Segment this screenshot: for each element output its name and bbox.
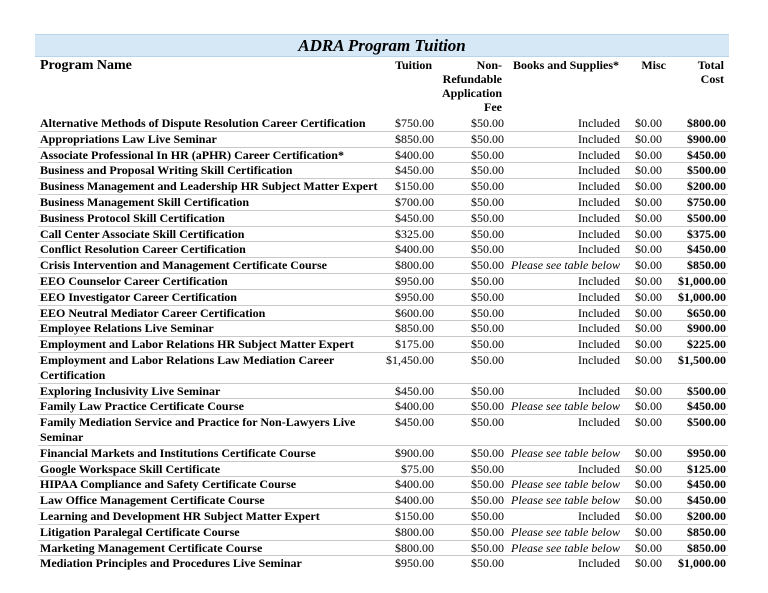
misc-cell: $0.00 bbox=[635, 321, 662, 336]
table-row bbox=[38, 162, 728, 178]
application-fee-cell: $50.00 bbox=[471, 305, 504, 320]
books-supplies-cell: Included bbox=[578, 337, 620, 352]
total-cost-cell: $450.00 bbox=[687, 477, 726, 492]
misc-cell: $0.00 bbox=[635, 383, 662, 398]
table-row bbox=[38, 476, 728, 492]
program-name-cell: Law Office Management Certificate Course bbox=[40, 493, 265, 508]
application-fee-cell: $50.00 bbox=[471, 321, 504, 336]
total-cost-cell: $500.00 bbox=[687, 163, 726, 178]
misc-cell: $0.00 bbox=[635, 493, 662, 508]
tuition-cell: $950.00 bbox=[395, 289, 434, 304]
tuition-cell: $175.00 bbox=[395, 337, 434, 352]
tuition-table-body bbox=[38, 116, 728, 571]
misc-cell: $0.00 bbox=[635, 399, 662, 414]
tuition-cell: $700.00 bbox=[395, 194, 434, 209]
books-supplies-cell: Please see table below bbox=[511, 445, 620, 460]
misc-cell: $0.00 bbox=[635, 445, 662, 460]
application-fee-cell: $50.00 bbox=[471, 147, 504, 162]
program-name-cell: Call Center Associate Skill Certification bbox=[40, 226, 245, 241]
tuition-cell: $400.00 bbox=[395, 399, 434, 414]
tuition-cell: $900.00 bbox=[395, 445, 434, 460]
table-row bbox=[38, 414, 728, 445]
program-name-cell: EEO Counselor Career Certification bbox=[40, 273, 228, 288]
misc-cell: $0.00 bbox=[635, 179, 662, 194]
tuition-cell: $950.00 bbox=[395, 273, 434, 288]
misc-cell: $0.00 bbox=[635, 415, 662, 430]
program-name-cell: Learning and Development HR Subject Matter Expert bbox=[40, 508, 320, 523]
misc-cell: $0.00 bbox=[635, 477, 662, 492]
books-supplies-cell: Included bbox=[578, 415, 620, 430]
program-name-cell: Alternative Methods of Dispute Resolution Career Certification bbox=[40, 116, 366, 130]
program-name-cell: Crisis Intervention and Management Certificate Course bbox=[40, 258, 327, 273]
books-supplies-cell: Please see table below bbox=[511, 493, 620, 508]
total-cost-cell: $1,000.00 bbox=[678, 273, 726, 288]
misc-cell: $0.00 bbox=[635, 273, 662, 288]
program-name-cell: Appropriations Law Live Seminar bbox=[40, 131, 217, 146]
books-supplies-cell: Included bbox=[578, 383, 620, 398]
total-cost-cell: $650.00 bbox=[687, 305, 726, 320]
application-fee-cell: $50.00 bbox=[471, 493, 504, 508]
header-fee-line: Application bbox=[441, 86, 502, 100]
tuition-cell: $400.00 bbox=[395, 242, 434, 257]
misc-cell: $0.00 bbox=[635, 337, 662, 352]
books-supplies-cell: Included bbox=[578, 116, 620, 130]
header-books-supplies: Books and Supplies* bbox=[512, 58, 619, 72]
books-supplies-cell: Included bbox=[578, 147, 620, 162]
program-name-cell: Financial Markets and Institutions Certificate Course bbox=[40, 445, 316, 460]
table-row bbox=[38, 555, 728, 571]
misc-cell: $0.00 bbox=[635, 524, 662, 539]
total-cost-cell: $800.00 bbox=[687, 116, 726, 130]
total-cost-cell: $375.00 bbox=[687, 226, 726, 241]
books-supplies-cell: Please see table below bbox=[511, 524, 620, 539]
misc-cell: $0.00 bbox=[635, 508, 662, 523]
program-name-cell: Business Management and Leadership HR Subject Matter Expert bbox=[40, 179, 378, 194]
table-row bbox=[38, 178, 728, 194]
total-cost-cell: $450.00 bbox=[687, 399, 726, 414]
table-row bbox=[38, 540, 728, 556]
table-row bbox=[38, 445, 728, 461]
books-supplies-cell: Included bbox=[578, 352, 620, 367]
table-row bbox=[38, 461, 728, 477]
table-row bbox=[38, 147, 728, 163]
table-row bbox=[38, 305, 728, 321]
tuition-cell: $850.00 bbox=[395, 131, 434, 146]
table-row bbox=[38, 273, 728, 289]
application-fee-cell: $50.00 bbox=[471, 461, 504, 476]
program-name-cell: Business and Proposal Writing Skill Certification bbox=[40, 163, 293, 178]
program-name-cell: Business Protocol Skill Certification bbox=[40, 210, 225, 225]
application-fee-cell: $50.00 bbox=[471, 556, 504, 571]
table-row bbox=[38, 492, 728, 508]
application-fee-cell: $50.00 bbox=[471, 445, 504, 460]
total-cost-cell: $450.00 bbox=[687, 493, 726, 508]
misc-cell: $0.00 bbox=[635, 352, 662, 367]
application-fee-cell: $50.00 bbox=[471, 399, 504, 414]
books-supplies-cell: Included bbox=[578, 242, 620, 257]
application-fee-cell: $50.00 bbox=[471, 163, 504, 178]
table-row bbox=[38, 352, 728, 383]
program-name-cell: EEO Neutral Mediator Career Certification bbox=[40, 305, 266, 320]
program-name-cell: Employee Relations Live Seminar bbox=[40, 321, 214, 336]
books-supplies-cell: Included bbox=[578, 305, 620, 320]
total-cost-cell: $500.00 bbox=[687, 210, 726, 225]
tuition-cell: $600.00 bbox=[395, 305, 434, 320]
application-fee-cell: $50.00 bbox=[471, 415, 504, 430]
tuition-cell: $450.00 bbox=[395, 383, 434, 398]
misc-cell: $0.00 bbox=[635, 147, 662, 162]
books-supplies-cell: Included bbox=[578, 194, 620, 209]
tuition-cell: $400.00 bbox=[395, 493, 434, 508]
total-cost-cell: $200.00 bbox=[687, 179, 726, 194]
program-name-cell: Litigation Paralegal Certificate Course bbox=[40, 524, 240, 539]
tuition-cell: $400.00 bbox=[395, 147, 434, 162]
table-row bbox=[38, 226, 728, 242]
misc-cell: $0.00 bbox=[635, 116, 662, 130]
tuition-cell: $750.00 bbox=[395, 116, 434, 130]
tuition-cell: $1,450.00 bbox=[386, 352, 434, 367]
application-fee-cell: $50.00 bbox=[471, 194, 504, 209]
program-name-cell: Family Mediation Service and Practice for Non-Lawyers Live Seminar bbox=[40, 415, 356, 444]
application-fee-cell: $50.00 bbox=[471, 352, 504, 367]
program-name-cell: Conflict Resolution Career Certification bbox=[40, 242, 246, 257]
program-name-cell: Exploring Inclusivity Live Seminar bbox=[40, 383, 221, 398]
books-supplies-cell: Included bbox=[578, 508, 620, 523]
application-fee-cell: $50.00 bbox=[471, 116, 504, 130]
misc-cell: $0.00 bbox=[635, 131, 662, 146]
application-fee-cell: $50.00 bbox=[471, 508, 504, 523]
total-cost-cell: $850.00 bbox=[687, 524, 726, 539]
table-row bbox=[38, 289, 728, 305]
table-row bbox=[38, 241, 728, 257]
total-cost-cell: $450.00 bbox=[687, 147, 726, 162]
program-name-cell: Marketing Management Certificate Course bbox=[40, 540, 263, 555]
tuition-cell: $850.00 bbox=[395, 321, 434, 336]
misc-cell: $0.00 bbox=[635, 242, 662, 257]
tuition-cell: $800.00 bbox=[395, 258, 434, 273]
tuition-cell: $325.00 bbox=[395, 226, 434, 241]
total-cost-cell: $450.00 bbox=[687, 242, 726, 257]
table-row bbox=[38, 320, 728, 336]
misc-cell: $0.00 bbox=[635, 461, 662, 476]
books-supplies-cell: Please see table below bbox=[511, 540, 620, 555]
total-cost-cell: $900.00 bbox=[687, 321, 726, 336]
header-fee-line: Refundable bbox=[442, 72, 502, 86]
misc-cell: $0.00 bbox=[635, 163, 662, 178]
tuition-cell: $450.00 bbox=[395, 163, 434, 178]
application-fee-cell: $50.00 bbox=[471, 289, 504, 304]
table-row bbox=[38, 131, 728, 147]
table-row bbox=[38, 210, 728, 226]
books-supplies-cell: Included bbox=[578, 461, 620, 476]
misc-cell: $0.00 bbox=[635, 194, 662, 209]
table-row bbox=[38, 383, 728, 399]
table-row bbox=[38, 257, 728, 273]
table-row bbox=[38, 194, 728, 210]
misc-cell: $0.00 bbox=[635, 556, 662, 571]
application-fee-cell: $50.00 bbox=[471, 383, 504, 398]
books-supplies-cell: Included bbox=[578, 163, 620, 178]
books-supplies-cell: Included bbox=[578, 210, 620, 225]
books-supplies-cell: Please see table below bbox=[511, 258, 620, 273]
books-supplies-cell: Included bbox=[578, 226, 620, 241]
table-row bbox=[38, 398, 728, 414]
table-title: ADRA Program Tuition bbox=[35, 34, 729, 57]
application-fee-cell: $50.00 bbox=[471, 477, 504, 492]
header-fee-line: Non- bbox=[476, 58, 502, 72]
header-fee-line: Fee bbox=[484, 100, 502, 114]
application-fee-cell: $50.00 bbox=[471, 179, 504, 194]
header-misc: Misc bbox=[641, 58, 666, 72]
total-cost-cell: $500.00 bbox=[687, 415, 726, 430]
header-program-name: Program Name bbox=[40, 58, 132, 73]
total-cost-cell: $500.00 bbox=[687, 383, 726, 398]
misc-cell: $0.00 bbox=[635, 305, 662, 320]
tuition-cell: $150.00 bbox=[395, 179, 434, 194]
header-total-line: Cost bbox=[700, 72, 724, 86]
program-name-cell: Google Workspace Skill Certificate bbox=[40, 461, 221, 476]
tuition-cell: $150.00 bbox=[395, 508, 434, 523]
tuition-cell: $800.00 bbox=[395, 540, 434, 555]
total-cost-cell: $200.00 bbox=[687, 508, 726, 523]
application-fee-cell: $50.00 bbox=[471, 131, 504, 146]
books-supplies-cell: Included bbox=[578, 321, 620, 336]
application-fee-cell: $50.00 bbox=[471, 210, 504, 225]
total-cost-cell: $1,000.00 bbox=[678, 556, 726, 571]
tuition-cell: $450.00 bbox=[395, 415, 434, 430]
misc-cell: $0.00 bbox=[635, 210, 662, 225]
application-fee-cell: $50.00 bbox=[471, 258, 504, 273]
application-fee-cell: $50.00 bbox=[471, 524, 504, 539]
tuition-cell: $75.00 bbox=[401, 461, 434, 476]
header-total-cost bbox=[676, 58, 724, 86]
books-supplies-cell: Included bbox=[578, 131, 620, 146]
program-name-cell: Business Management Skill Certification bbox=[40, 194, 249, 209]
total-cost-cell: $950.00 bbox=[687, 445, 726, 460]
books-supplies-cell: Please see table below bbox=[511, 399, 620, 414]
books-supplies-cell: Included bbox=[578, 289, 620, 304]
program-name-cell: Employment and Labor Relations HR Subject Matter Expert bbox=[40, 337, 354, 352]
header-application-fee bbox=[436, 58, 502, 114]
books-supplies-cell: Included bbox=[578, 179, 620, 194]
program-name-cell: Mediation Principles and Procedures Live Seminar bbox=[40, 556, 302, 571]
program-name-cell: Associate Professional In HR (aPHR) Career Certification* bbox=[40, 147, 344, 162]
program-name-cell: Family Law Practice Certificate Course bbox=[40, 399, 244, 414]
total-cost-cell: $125.00 bbox=[687, 461, 726, 476]
program-name-cell: EEO Investigator Career Certification bbox=[40, 289, 237, 304]
misc-cell: $0.00 bbox=[635, 258, 662, 273]
application-fee-cell: $50.00 bbox=[471, 337, 504, 352]
total-cost-cell: $750.00 bbox=[687, 194, 726, 209]
application-fee-cell: $50.00 bbox=[471, 273, 504, 288]
books-supplies-cell: Please see table below bbox=[511, 477, 620, 492]
application-fee-cell: $50.00 bbox=[471, 226, 504, 241]
program-name-cell: HIPAA Compliance and Safety Certificate Course bbox=[40, 477, 297, 492]
misc-cell: $0.00 bbox=[635, 289, 662, 304]
application-fee-cell: $50.00 bbox=[471, 242, 504, 257]
misc-cell: $0.00 bbox=[635, 540, 662, 555]
total-cost-cell: $1,500.00 bbox=[678, 352, 726, 367]
tuition-cell: $400.00 bbox=[395, 477, 434, 492]
tuition-cell: $800.00 bbox=[395, 524, 434, 539]
total-cost-cell: $900.00 bbox=[687, 131, 726, 146]
total-cost-cell: $225.00 bbox=[687, 337, 726, 352]
total-cost-cell: $1,000.00 bbox=[678, 289, 726, 304]
table-row bbox=[38, 336, 728, 352]
tuition-cell: $950.00 bbox=[395, 556, 434, 571]
header-tuition: Tuition bbox=[395, 58, 432, 72]
books-supplies-cell: Included bbox=[578, 273, 620, 288]
table-row bbox=[38, 116, 728, 131]
table-row bbox=[38, 524, 728, 540]
tuition-cell: $450.00 bbox=[395, 210, 434, 225]
total-cost-cell: $850.00 bbox=[687, 258, 726, 273]
program-name-cell: Employment and Labor Relations Law Mediation Career Certification bbox=[40, 352, 335, 382]
misc-cell: $0.00 bbox=[635, 226, 662, 241]
books-supplies-cell: Included bbox=[578, 556, 620, 571]
table-row bbox=[38, 508, 728, 524]
header-total-line: Total bbox=[697, 58, 724, 72]
application-fee-cell: $50.00 bbox=[471, 540, 504, 555]
total-cost-cell: $850.00 bbox=[687, 540, 726, 555]
